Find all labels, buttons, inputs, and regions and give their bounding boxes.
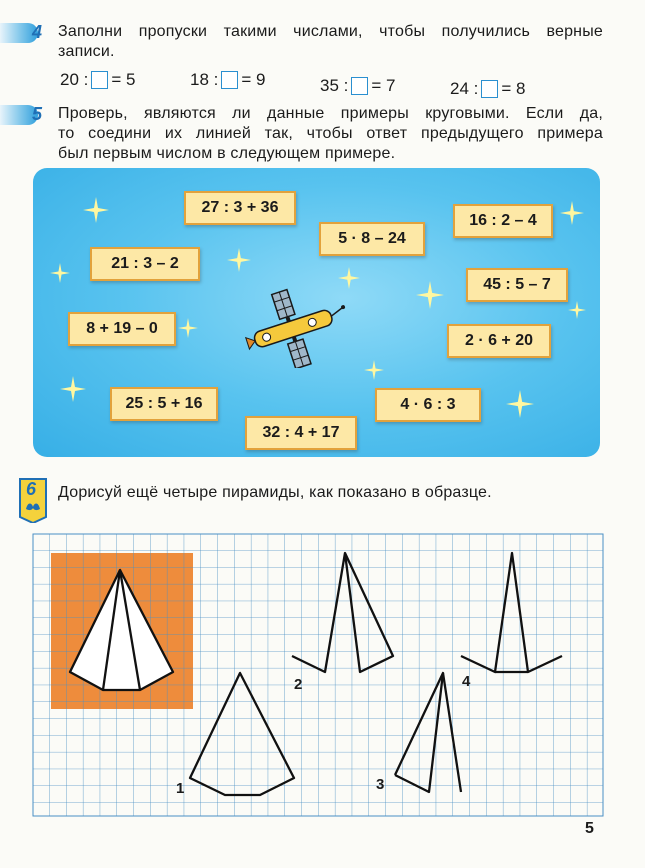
task4-text-line1: Заполни пропуски такими числами, чтобы получились верные [58, 23, 603, 40]
equation-1: 20 : = 5 [60, 70, 136, 89]
example-card[interactable]: 2 · 6 + 20 [447, 324, 551, 358]
pyramid-label-3: 3 [376, 776, 385, 793]
example-card[interactable]: 4 · 6 : 3 [375, 388, 481, 422]
pyramid-label-4: 4 [462, 673, 471, 690]
example-card[interactable]: 16 : 2 – 4 [453, 204, 553, 238]
example-card[interactable]: 21 : 3 – 2 [90, 247, 200, 281]
equation-4: 24 : = 8 [450, 79, 526, 98]
example-card[interactable]: 25 : 5 + 16 [110, 387, 218, 421]
example-card[interactable]: 32 : 4 + 17 [245, 416, 357, 450]
task5-text-line1: Проверь, являются ли данные примеры круговыми. Если да, [58, 105, 603, 122]
task6-number: 6 [26, 479, 37, 499]
pyramid-label-2: 2 [294, 676, 303, 693]
task4-text-line2: записи. [58, 43, 115, 60]
task5-text-line2: то соедини их линией так, чтобы ответ предыдущего примера [58, 125, 603, 142]
example-card[interactable]: 5 · 8 – 24 [319, 222, 425, 256]
task6-text: Дорисуй ещё четыре пирамиды, как показано в образце. [58, 484, 492, 501]
example-card[interactable]: 27 : 3 + 36 [184, 191, 296, 225]
example-card[interactable]: 8 + 19 – 0 [68, 312, 176, 346]
equation-2: 18 : = 9 [190, 70, 266, 89]
equation-3: 35 : = 7 [320, 76, 396, 95]
pyramid-label-1: 1 [176, 780, 185, 797]
page-number: 5 [585, 820, 594, 837]
task5-text-line3: был первым числом в следующем примере. [58, 145, 396, 162]
task5-number: 5 [32, 104, 43, 124]
task4-number: 4 [32, 22, 43, 42]
example-card[interactable]: 45 : 5 – 7 [466, 268, 568, 302]
